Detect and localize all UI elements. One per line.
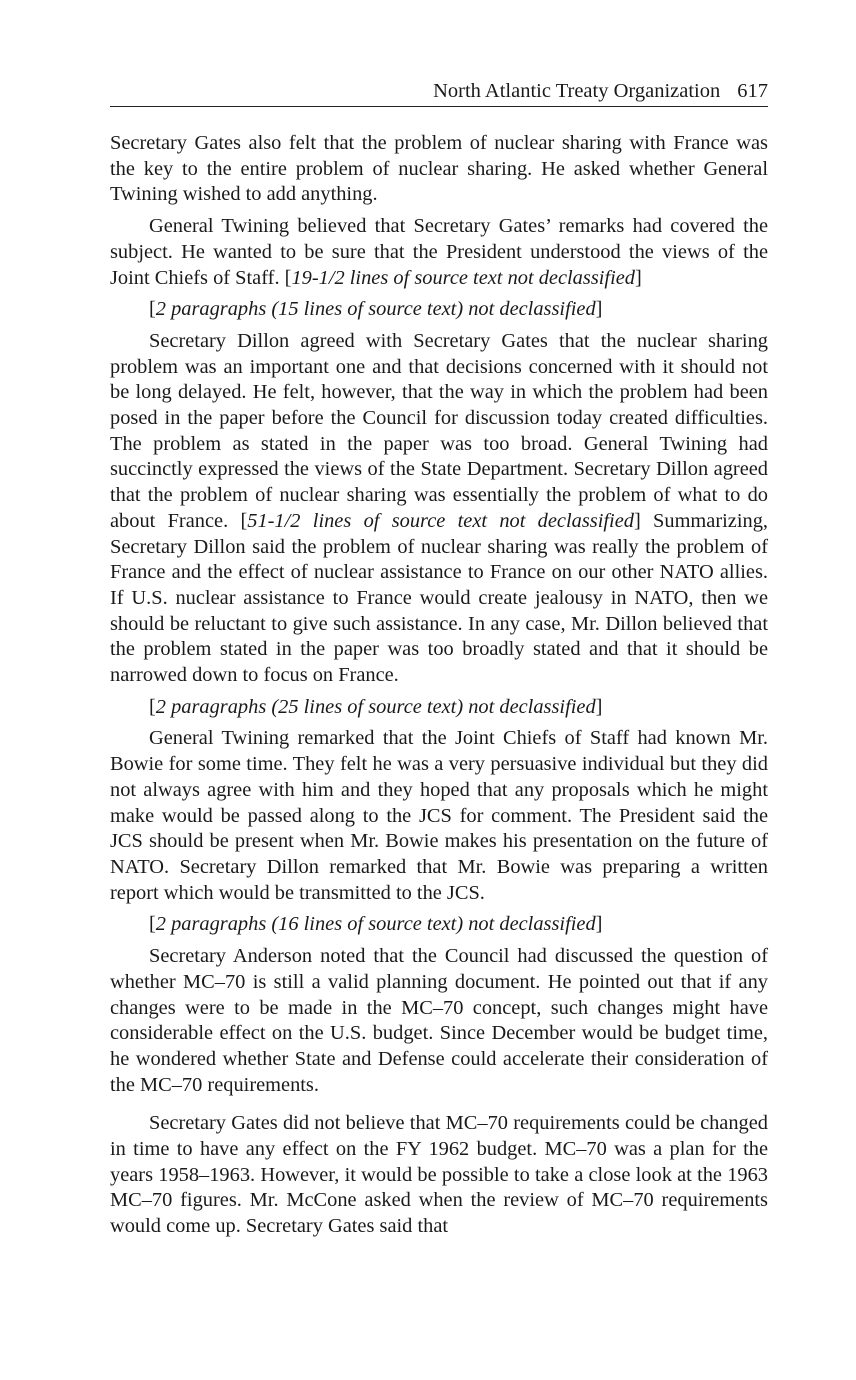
text-segment: [ <box>149 695 156 718</box>
running-head <box>110 78 768 107</box>
italic-segment: 2 paragraphs (16 lines of source text) not declassified <box>155 913 596 936</box>
body-paragraph <box>110 944 768 1098</box>
italic-segment: 2 paragraphs (25 lines of source text) not declassified <box>155 695 596 718</box>
text-segment: Secretary Gates did not believe that MC–70 requirements could be changed in time to have any effect on the FY 1962 budget. MC–70 was a plan for the years 1958–1963. However, it would be possible to take a close look at the 1963 MC–70 figures. Mr. McCone asked when the review of MC–70 requirements would come up. Secretary Gates said that <box>110 1112 768 1238</box>
body-paragraph <box>110 726 768 906</box>
body-paragraph <box>110 329 768 689</box>
declassification-note <box>110 912 768 938</box>
text-segment: General Twining remarked that the Joint Chiefs of Staff had known Mr. Bowie for some time. They felt he was a very persuasive individual but they did not always agree with him and they hoped that any proposals which he might make would be passed along to the JCS for comment. The President said the JCS should be present when Mr. Bowie makes his presentation on the future of NATO. Secretary Dillon remarked that Mr. Bowie was preparing a written report which would be transmitted to the JCS. <box>110 727 768 904</box>
declassification-note <box>110 297 768 323</box>
body-paragraph <box>110 131 768 208</box>
text-segment: Secretary Dillon agreed with Secretary Gates that the nuclear sharing problem was an important one and that decisions concerned with it should not be long delayed. He felt, however, that the way in which the problem had been posed in the paper before the Council for discussion today created difficulties. The problem as stated in the paper was too broad. General Twining had succinctly expressed the views of the State Department. Secretary Dillon agreed that the problem of nuclear sharing was essentially the problem of what to do about France. [ <box>110 329 768 532</box>
italic-segment: 51-1/2 lines of source text not declassified <box>247 509 634 532</box>
text-segment: ] Summarizing, Secretary Dillon said the problem of nuclear sharing was really the problem of France and the effect of nuclear assistance to France on our other NATO allies. If U.S. nuclear assistance to France would create jealousy in NATO, then we should be reluctant to give such assistance. In any case, Mr. Dillon believed that the problem stated in the paper was too broadly stated and that it should be narrowed down to focus on France. <box>110 509 768 687</box>
text-segment: [ <box>149 913 156 936</box>
body-text <box>110 131 768 1240</box>
text-segment: ] <box>595 695 603 718</box>
text-segment: [ <box>149 298 156 321</box>
declassification-note <box>110 695 768 721</box>
text-segment: Secretary Anderson noted that the Council had discussed the question of whether MC–70 is still a valid planning document. He pointed out that if any changes were to be made in the MC–70 concept, such changes might have considerable effect on the U.S. budget. Since December would be budget time, he wondered whether State and Defense could accelerate their consideration of the MC–70 requirements. <box>110 945 768 1096</box>
text-segment: ] <box>635 266 642 289</box>
italic-segment: 19-1/2 lines of source text not declassified <box>291 266 635 289</box>
body-paragraph <box>110 1111 768 1240</box>
body-paragraph <box>110 214 768 291</box>
text-segment: Secretary Gates also felt that the problem of nuclear sharing with France was the key to the entire problem of nuclear sharing. He asked whether General Twining wished to add anything. <box>110 132 768 206</box>
running-head-title: North Atlantic Treaty Organization <box>433 80 721 102</box>
text-segment: General Twining believed that Secretary Gates’ remarks had covered the subject. He wanted to be sure that the President understood the views of the Joint Chiefs of Staff. [ <box>110 215 768 289</box>
document-page <box>110 78 768 1240</box>
page-number: 617 <box>737 80 768 102</box>
italic-segment: 2 paragraphs (15 lines of source text) not declassified <box>155 298 596 321</box>
text-segment: ] <box>595 913 603 936</box>
text-segment: ] <box>595 298 603 321</box>
